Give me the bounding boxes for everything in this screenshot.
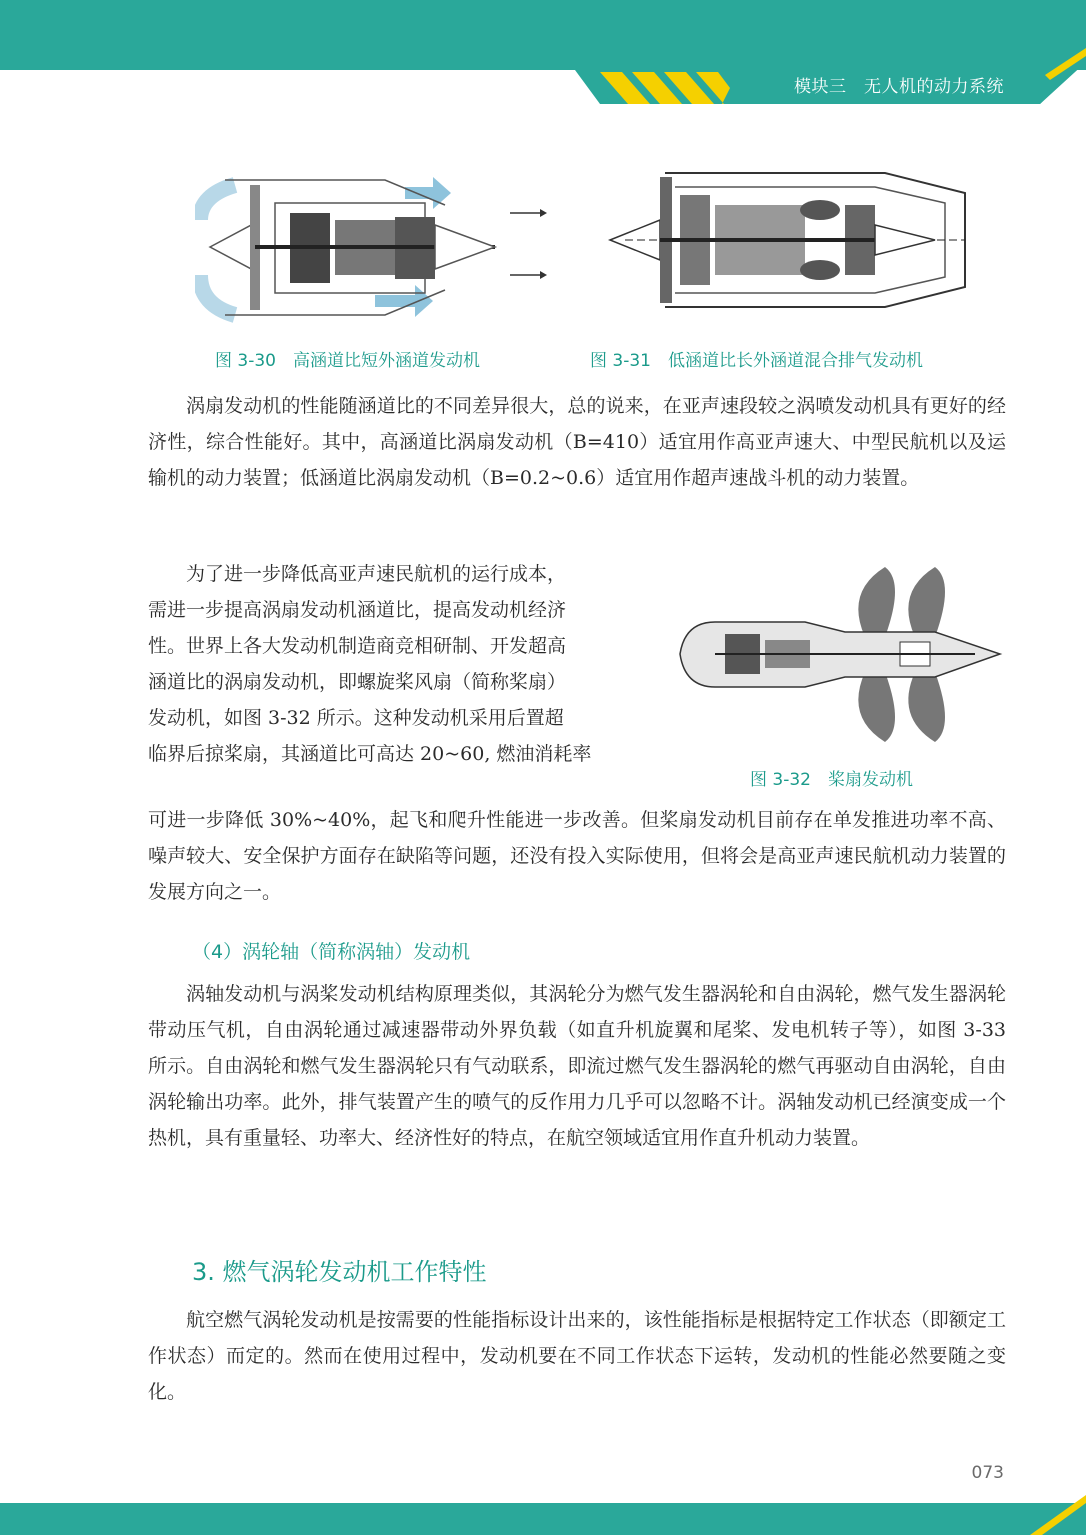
subsection-heading-turboshaft: （4）涡轮轴（简称涡轴）发动机 [192,941,471,963]
para2-line-3: 性。世界上各大发动机制造商竞相研制、开发超高 [148,635,567,657]
para2-line-2: 需进一步提高涡扇发动机涵道比，提高发动机经济 [148,599,567,621]
paragraph-characteristics [148,1302,1006,1410]
para2-line-5: 发动机，如图 3-32 所示。这种发动机采用后置超 [148,707,564,729]
para2-line-6: 临界后掠桨扇，其涵道比可高达 20~60, 燃油消耗率 [148,743,592,765]
figure-3-30-caption: 图 3-30 高涵道比短外涵道发动机 [215,351,480,371]
para2-line-4: 涵道比的涡扇发动机，即螺旋桨风扇（简称桨扇） [148,671,567,693]
paragraph-text: 涡扇发动机的性能随涵道比的不同差异很大，总的说来，在亚声速段较之涡喷发动机具有更好的经济性，综合性能好。其中，高涵道比涡扇发动机（B=410）适宜用作高亚声速大、中型民航机以及运输机的动力装置；低涵道比涡扇发动机（B=0.2~0.6）适宜用作超声速战斗机的动力装置。 [148,395,1006,489]
para2-line-1: 为了进一步降低高亚声速民航机的运行成本， [186,563,567,585]
paragraph-text: 可进一步降低 30%~40%，起飞和爬升性能进一步改善。但桨扇发动机目前存在单发推进功率不高、噪声较大、安全保护方面存在缺陷等问题，还没有投入实际使用，但将会是高亚声速民航机动力装置的发展方向之一。 [148,809,1006,903]
header-title: 模块三 无人机的动力系统 [794,77,1004,97]
paragraph-turbofan-performance [148,388,1006,496]
paragraph-turboshaft [148,976,1006,1156]
paragraph-text: 航空燃气涡轮发动机是按需要的性能指标设计出来的，该性能指标是根据特定工作状态（即额定工作状态）而定的。然而在使用过程中，发动机要在不同工作状态下运转，发动机的性能必然要随之变化。 [148,1309,1006,1403]
figure-3-31-caption: 图 3-31 低涵道比长外涵道混合排气发动机 [590,351,923,371]
flow-arrows [505,205,550,285]
figure-3-32-diagram [675,562,1005,747]
page-number: 073 [971,1463,1004,1483]
figure-3-31-diagram [605,165,975,315]
footer-band [0,1495,1086,1535]
paragraph-propfan-narrow [148,556,656,772]
figure-3-30-diagram [195,165,555,330]
paragraph-text: 涡轴发动机与涡桨发动机结构原理类似，其涡轮分为燃气发生器涡轮和自由涡轮，燃气发生器涡轮带动压气机，自由涡轮通过减速器带动外界负载（如直升机旋翼和尾桨、发电机转子等），如图 3-33 所示。自由涡轮和燃气发生器涡轮只有气动联系，即流过燃气发生器涡轮的燃气再驱动自由涡轮，自由涡轮输出功率。此外，排气装置产生的喷气的反作用力几乎可以忽略不计。涡轴发动机已经演变成一个热机，具有重量轻、功率大、经济性好的特点，在航空领域适宜用作直升机动力装置。 [148,983,1006,1149]
section-heading-characteristics: 3. 燃气涡轮发动机工作特性 [192,1258,487,1286]
paragraph-propfan-continued [148,802,1006,910]
figure-3-32-caption: 图 3-32 桨扇发动机 [750,770,913,790]
